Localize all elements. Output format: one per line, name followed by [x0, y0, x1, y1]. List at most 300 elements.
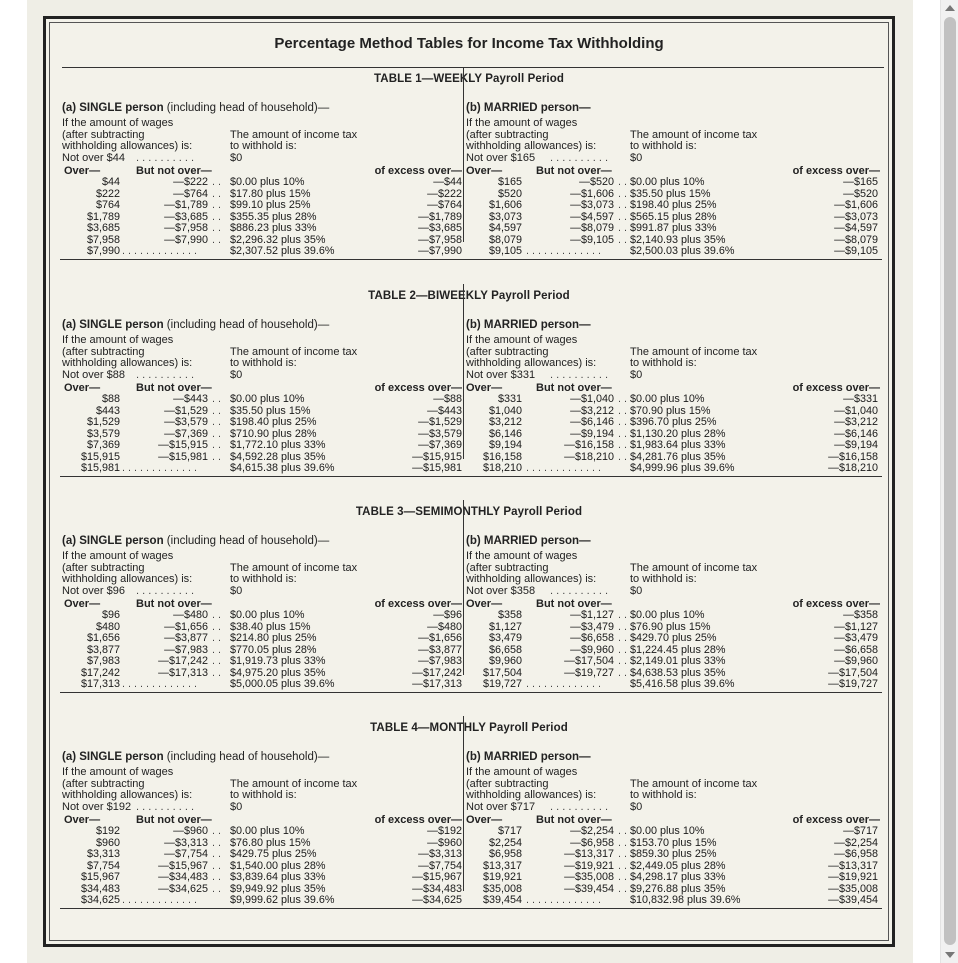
excess-over-amount: —$3,579	[418, 427, 462, 440]
vertical-scrollbar[interactable]	[940, 0, 958, 963]
if-amount-label: If the amount of wages	[62, 117, 174, 129]
but-not-over-amount: —$222	[173, 176, 208, 188]
over-amount: $2,254	[488, 836, 522, 849]
but-not-over-amount: —$8,079	[570, 222, 614, 234]
bracket-row	[60, 394, 464, 406]
bracket-row	[464, 679, 882, 691]
to-withhold-label: to withhold is:	[630, 140, 697, 152]
tax-formula: $2,307.52 plus 39.6%	[230, 245, 335, 257]
excess-over-amount: —$44	[433, 176, 462, 188]
excess-over-amount: —$3,313	[418, 848, 462, 860]
excess-over-amount: —$34,625	[412, 894, 462, 906]
not-over-label: Not over $96	[62, 585, 125, 597]
leader-dots: . .	[212, 620, 221, 633]
excess-over-amount: —$1,040	[834, 404, 878, 417]
tax-formula: $10,832.98 plus 39.6%	[630, 894, 741, 906]
if-amount-label: If the amount of wages	[62, 766, 174, 778]
withholding-allowances-label: withholding allowances) is:	[466, 573, 597, 585]
leader-dots: . .	[212, 393, 221, 405]
but-not-over-amount: —$3,685	[164, 210, 208, 223]
section-rule	[60, 692, 882, 693]
document-title: Percentage Method Tables for Income Tax Withholding	[274, 35, 664, 52]
zero-amount: $0	[230, 801, 243, 813]
bracket-rows	[464, 826, 882, 907]
over-column-header: Over—	[466, 165, 503, 177]
but-not-over-amount: —$443	[173, 393, 208, 405]
bracket-row	[60, 463, 464, 475]
to-withhold-label: to withhold is:	[230, 357, 297, 369]
tax-formula: $1,983.64 plus 33%	[630, 439, 726, 451]
over-amount: $9,960	[488, 655, 522, 667]
tax-formula: $153.70 plus 15%	[630, 836, 717, 849]
tax-formula: $4,615.38 plus 39.6%	[230, 462, 335, 474]
bracket-row	[60, 177, 464, 189]
bracket-rows	[60, 826, 464, 907]
not-over-label: Not over $331	[466, 369, 536, 381]
over-amount: $7,958	[86, 233, 120, 246]
excess-over-amount: —$19,921	[828, 871, 878, 883]
over-amount: $39,454	[482, 894, 522, 906]
but-not-over-amount: —$6,958	[570, 836, 614, 849]
excess-over-amount: —$717	[843, 825, 878, 837]
scroll-up-arrow-icon[interactable]	[945, 5, 955, 11]
over-amount: $15,915	[80, 450, 120, 463]
tax-formula: $0.00 plus 10%	[230, 609, 305, 621]
tax-formula: $35.50 plus 15%	[630, 187, 711, 200]
but-not-over-amount: —$13,317	[564, 848, 614, 860]
withholding-allowances-label: withholding allowances) is:	[62, 357, 193, 369]
single-heading	[62, 102, 329, 114]
over-amount: $192	[95, 825, 120, 837]
zero-amount: $0	[630, 369, 643, 381]
if-amount-label: If the amount of wages	[466, 550, 578, 562]
excess-over-amount: —$35,008	[828, 882, 878, 895]
section-rule	[60, 476, 882, 477]
but-not-over-amount: —$3,579	[164, 416, 208, 428]
tax-formula: $429.70 plus 25%	[630, 632, 717, 644]
leader-dots: . . . . . . . . . . . . .	[122, 245, 197, 257]
leader-dots: . . . . . . . . . . . . .	[122, 678, 197, 690]
leader-dots: . .	[212, 187, 221, 200]
bracket-row	[60, 895, 464, 907]
but-not-over-amount: —$15,915	[158, 439, 208, 451]
single-heading	[62, 319, 329, 331]
tax-formula: $355.35 plus 28%	[230, 210, 317, 223]
married-half	[463, 284, 882, 474]
excess-over-amount: —$7,369	[418, 439, 462, 451]
of-excess-over-column-header: of excess over—	[792, 382, 880, 394]
over-amount: $19,727	[482, 678, 522, 690]
bracket-row	[464, 463, 882, 475]
after-subtracting-label: (after subtracting	[466, 346, 549, 358]
scroll-thumb[interactable]	[944, 17, 956, 945]
leader-dots: . . . . . . . . . .	[550, 585, 609, 597]
excess-over-amount: —$1,606	[834, 199, 878, 211]
but-not-over-amount: —$15,981	[158, 450, 208, 463]
leader-dots: . .	[618, 187, 627, 200]
over-amount: $17,313	[80, 678, 120, 690]
over-amount: $19,921	[482, 871, 522, 883]
bracket-row	[464, 610, 882, 622]
excess-over-amount: —$1,789	[418, 210, 462, 223]
if-amount-label: If the amount of wages	[466, 766, 578, 778]
but-not-over-amount: —$17,313	[158, 666, 208, 679]
leader-dots: . .	[618, 416, 627, 428]
over-amount: $3,073	[488, 210, 522, 223]
excess-over-amount: —$6,958	[834, 848, 878, 860]
but-not-over-amount: —$19,921	[564, 859, 614, 872]
leader-dots: . .	[212, 871, 221, 883]
single-heading-rest: (including head of household)—	[163, 535, 330, 547]
but-not-over-amount: —$9,105	[570, 233, 614, 246]
bracket-row	[60, 849, 464, 861]
not-over-label: Not over $44	[62, 152, 125, 164]
over-amount: $6,958	[488, 848, 522, 860]
of-excess-over-column-header: of excess over—	[792, 814, 880, 826]
excess-over-amount: —$331	[843, 393, 878, 405]
bracket-row	[464, 872, 882, 884]
but-not-over-amount: —$1,040	[570, 393, 614, 405]
of-excess-over-column-header: of excess over—	[792, 165, 880, 177]
bracket-row	[464, 895, 882, 907]
but-not-over-amount: —$17,242	[158, 655, 208, 667]
leader-dots: . .	[618, 609, 627, 621]
over-amount: $96	[101, 609, 120, 621]
excess-over-amount: —$192	[427, 825, 462, 837]
leader-dots: . .	[618, 233, 627, 246]
over-amount: $7,983	[86, 655, 120, 667]
but-not-over-amount: —$1,127	[570, 609, 614, 621]
but-not-over-amount: —$9,194	[570, 427, 614, 440]
over-column-header: Over—	[64, 382, 101, 394]
excess-over-amount: —$16,158	[828, 450, 878, 463]
bracket-row	[464, 223, 882, 235]
tax-formula: $1,540.00 plus 28%	[230, 859, 326, 872]
zero-amount: $0	[230, 152, 243, 164]
but-not-over-amount: —$764	[173, 187, 208, 200]
leader-dots: . .	[618, 848, 627, 860]
single-heading-rest: (including head of household)—	[163, 751, 330, 763]
but-not-over-amount: —$7,369	[164, 427, 208, 440]
single-heading-bold: (a) SINGLE person	[62, 535, 164, 547]
leader-dots: . .	[212, 836, 221, 849]
but-not-over-column-header: But not over—	[136, 382, 212, 394]
payroll-table-4	[60, 716, 882, 906]
over-amount: $1,606	[488, 199, 522, 211]
but-not-over-amount: —$6,658	[570, 632, 614, 644]
over-amount: $34,483	[80, 882, 120, 895]
to-withhold-label: to withhold is:	[230, 140, 297, 152]
if-amount-label: If the amount of wages	[62, 334, 174, 346]
of-excess-over-column-header: of excess over—	[792, 598, 880, 610]
tax-formula: $2,296.32 plus 35%	[230, 233, 326, 246]
tax-formula: $0.00 plus 10%	[630, 825, 705, 837]
if-amount-label: If the amount of wages	[466, 334, 578, 346]
zero-amount: $0	[630, 585, 643, 597]
leader-dots: . .	[618, 222, 627, 234]
but-not-over-amount: —$1,789	[164, 199, 208, 211]
tax-formula: $99.10 plus 25%	[230, 199, 311, 211]
leader-dots: . . . . . . . . . .	[136, 585, 195, 597]
tax-formula: $710.90 plus 28%	[230, 427, 317, 440]
bracket-row	[464, 826, 882, 838]
over-amount: $222	[95, 187, 120, 200]
over-amount: $9,105	[488, 245, 522, 257]
leader-dots: . . . . . . . . . . . . .	[122, 894, 197, 906]
excess-over-amount: —$7,958	[418, 233, 462, 246]
over-amount: $331	[497, 393, 522, 405]
table-caption: TABLE 3—SEMIMONTHLY Payroll Period	[355, 506, 583, 518]
tax-formula: $429.75 plus 25%	[230, 848, 317, 860]
tax-formula: $76.80 plus 15%	[230, 836, 311, 849]
but-not-over-column-header: But not over—	[136, 598, 212, 610]
tax-formula: $2,140.93 plus 35%	[630, 233, 726, 246]
over-amount: $520	[497, 187, 522, 200]
bracket-row	[464, 394, 882, 406]
tax-formula: $0.00 plus 10%	[230, 393, 305, 405]
but-not-over-amount: —$1,606	[570, 187, 614, 200]
single-heading-rest: (including head of household)—	[163, 102, 330, 114]
over-column-header: Over—	[466, 598, 503, 610]
excess-over-amount: —$764	[427, 199, 462, 211]
to-withhold-label: to withhold is:	[630, 573, 697, 585]
over-amount: $7,369	[86, 439, 120, 451]
leader-dots: . .	[618, 199, 627, 211]
over-amount: $44	[101, 176, 120, 188]
payroll-table-1	[60, 67, 882, 257]
over-amount: $6,658	[488, 643, 522, 656]
withholding-allowances-label: withholding allowances) is:	[466, 357, 597, 369]
bracket-rows	[464, 610, 882, 691]
of-excess-over-column-header: of excess over—	[374, 814, 462, 826]
single-heading-bold: (a) SINGLE person	[62, 751, 164, 763]
zero-amount: $0	[630, 152, 643, 164]
tax-formula: $3,839.64 plus 33%	[230, 871, 326, 883]
over-amount: $8,079	[488, 233, 522, 246]
but-not-over-amount: —$34,625	[158, 882, 208, 895]
over-amount: $6,146	[488, 427, 522, 440]
scroll-down-arrow-icon[interactable]	[945, 952, 955, 958]
over-amount: $7,754	[86, 859, 120, 872]
over-amount: $1,529	[86, 416, 120, 428]
bracket-row	[464, 200, 882, 212]
over-amount: $15,967	[80, 871, 120, 883]
excess-over-amount: —$1,529	[418, 416, 462, 428]
leader-dots: . .	[618, 655, 627, 667]
over-amount: $17,242	[80, 666, 120, 679]
tax-formula: $991.87 plus 33%	[630, 222, 717, 234]
over-amount: $34,625	[80, 894, 120, 906]
bracket-rows	[464, 177, 882, 258]
leader-dots: . .	[618, 176, 627, 188]
but-not-over-amount: —$3,313	[164, 836, 208, 849]
over-amount: $480	[95, 620, 120, 633]
not-over-label: Not over $165	[466, 152, 536, 164]
leader-dots: . .	[212, 427, 221, 440]
bracket-row	[464, 656, 882, 668]
tax-formula: $0.00 plus 10%	[230, 176, 305, 188]
table-frame	[43, 16, 895, 947]
withholding-allowances-label: withholding allowances) is:	[466, 789, 597, 801]
leader-dots: . .	[618, 836, 627, 849]
bracket-row	[60, 872, 464, 884]
excess-over-amount: —$6,146	[834, 427, 878, 440]
excess-over-amount: —$8,079	[834, 233, 878, 246]
excess-over-amount: —$3,212	[834, 416, 878, 428]
bracket-rows	[60, 394, 464, 475]
payroll-table-2	[60, 284, 882, 474]
leader-dots: . . . . . . . . . . . . .	[526, 894, 601, 906]
over-amount: $1,127	[488, 620, 522, 633]
tax-formula: $5,000.05 plus 39.6%	[230, 678, 335, 690]
leader-dots: . .	[618, 632, 627, 644]
after-subtracting-label: (after subtracting	[62, 778, 145, 790]
over-amount: $960	[95, 836, 120, 849]
section-rule	[60, 259, 882, 260]
but-not-over-amount: —$3,212	[570, 404, 614, 417]
leader-dots: . . . . . . . . . .	[136, 801, 195, 813]
but-not-over-amount: —$39,454	[564, 882, 614, 895]
bracket-row	[60, 826, 464, 838]
single-heading-bold: (a) SINGLE person	[62, 102, 164, 114]
excess-over-amount: —$13,317	[828, 859, 878, 872]
amount-of-tax-label: The amount of income tax	[630, 562, 758, 574]
tax-formula: $214.80 plus 25%	[230, 632, 317, 644]
over-column-header: Over—	[466, 382, 503, 394]
leader-dots: . .	[212, 632, 221, 644]
over-amount: $165	[497, 176, 522, 188]
amount-of-tax-label: The amount of income tax	[630, 346, 758, 358]
leader-dots: . .	[618, 450, 627, 463]
leader-dots: . . . . . . . . . .	[136, 152, 195, 164]
excess-over-amount: —$165	[843, 176, 878, 188]
amount-of-tax-label: The amount of income tax	[630, 129, 758, 141]
excess-over-amount: —$7,983	[418, 655, 462, 667]
leader-dots: . .	[212, 233, 221, 246]
but-not-over-column-header: But not over—	[136, 165, 212, 177]
over-amount: $13,317	[482, 859, 522, 872]
bracket-rows	[60, 177, 464, 258]
but-not-over-amount: —$7,754	[164, 848, 208, 860]
leader-dots: . .	[212, 859, 221, 872]
but-not-over-amount: —$17,504	[564, 655, 614, 667]
bracket-row	[464, 633, 882, 645]
amount-of-tax-label: The amount of income tax	[230, 778, 358, 790]
bracket-row	[60, 223, 464, 235]
if-amount-label: If the amount of wages	[466, 117, 578, 129]
excess-over-amount: —$358	[843, 609, 878, 621]
leader-dots: . . . . . . . . . . . . .	[526, 678, 601, 690]
excess-over-amount: —$18,210	[828, 462, 878, 474]
bracket-row	[60, 656, 464, 668]
married-half	[463, 67, 882, 257]
tax-formula: $198.40 plus 25%	[230, 416, 317, 428]
over-amount: $717	[497, 825, 522, 837]
excess-over-amount: —$7,990	[418, 245, 462, 257]
over-amount: $15,981	[80, 462, 120, 474]
excess-over-amount: —$520	[843, 187, 878, 200]
over-amount: $3,877	[86, 643, 120, 656]
but-not-over-amount: —$19,727	[564, 666, 614, 679]
tax-formula: $4,638.53 plus 35%	[630, 666, 726, 679]
excess-over-amount: —$39,454	[828, 894, 878, 906]
over-amount: $3,479	[488, 632, 522, 644]
tax-formula: $0.00 plus 10%	[630, 609, 705, 621]
section-rule	[60, 908, 882, 909]
but-not-over-amount: —$1,656	[164, 620, 208, 633]
but-not-over-amount: —$16,158	[564, 439, 614, 451]
leader-dots: . .	[618, 859, 627, 872]
excess-over-amount: —$222	[427, 187, 462, 200]
after-subtracting-label: (after subtracting	[466, 562, 549, 574]
leader-dots: . . . . . . . . . .	[550, 152, 609, 164]
excess-over-amount: —$17,242	[412, 666, 462, 679]
bracket-row	[60, 417, 464, 429]
but-not-over-amount: —$15,967	[158, 859, 208, 872]
but-not-over-amount: —$7,983	[164, 643, 208, 656]
over-amount: $9,194	[488, 439, 522, 451]
amount-of-tax-label: The amount of income tax	[230, 562, 358, 574]
tax-formula: $2,500.03 plus 39.6%	[630, 245, 735, 257]
but-not-over-column-header: But not over—	[136, 814, 212, 826]
leader-dots: . .	[618, 393, 627, 405]
after-subtracting-label: (after subtracting	[466, 129, 549, 141]
tax-formula: $198.40 plus 25%	[630, 199, 717, 211]
single-heading-bold: (a) SINGLE person	[62, 319, 164, 331]
leader-dots: . .	[618, 210, 627, 223]
not-over-label: Not over $192	[62, 801, 132, 813]
tax-formula: $76.90 plus 15%	[630, 620, 711, 633]
tax-formula: $9,276.88 plus 35%	[630, 882, 726, 895]
but-not-over-column-header: But not over—	[536, 814, 612, 826]
bracket-row	[60, 440, 464, 452]
amount-of-tax-label: The amount of income tax	[230, 129, 358, 141]
leader-dots: . .	[618, 439, 627, 451]
to-withhold-label: to withhold is:	[230, 789, 297, 801]
leader-dots: . .	[618, 643, 627, 656]
over-amount: $3,685	[86, 222, 120, 234]
leader-dots: . .	[212, 643, 221, 656]
over-amount: $7,990	[86, 245, 120, 257]
but-not-over-amount: —$480	[173, 609, 208, 621]
to-withhold-label: to withhold is:	[630, 789, 697, 801]
after-subtracting-label: (after subtracting	[62, 562, 145, 574]
leader-dots: . .	[212, 882, 221, 895]
but-not-over-amount: —$34,483	[158, 871, 208, 883]
tax-formula: $565.15 plus 28%	[630, 210, 717, 223]
not-over-label: Not over $88	[62, 369, 125, 381]
tax-formula: $4,592.28 plus 35%	[230, 450, 326, 463]
excess-over-amount: —$4,597	[834, 222, 878, 234]
excess-over-amount: —$6,658	[834, 643, 878, 656]
tax-formula: $9,999.62 plus 39.6%	[230, 894, 335, 906]
leader-dots: . .	[618, 666, 627, 679]
over-amount: $17,504	[482, 666, 522, 679]
but-not-over-amount: —$3,877	[164, 632, 208, 644]
over-amount: $88	[101, 393, 120, 405]
excess-over-amount: —$9,194	[834, 439, 878, 451]
leader-dots: . .	[212, 222, 221, 234]
but-not-over-column-header: But not over—	[536, 165, 612, 177]
tax-formula: $859.30 plus 25%	[630, 848, 717, 860]
of-excess-over-column-header: of excess over—	[374, 598, 462, 610]
leader-dots: . . . . . . . . . . . . .	[526, 462, 601, 474]
tax-formula: $396.70 plus 25%	[630, 416, 717, 428]
married-heading: (b) MARRIED person—	[466, 535, 591, 547]
excess-over-amount: —$7,754	[418, 859, 462, 872]
zero-amount: $0	[230, 585, 243, 597]
excess-over-amount: —$3,685	[418, 222, 462, 234]
